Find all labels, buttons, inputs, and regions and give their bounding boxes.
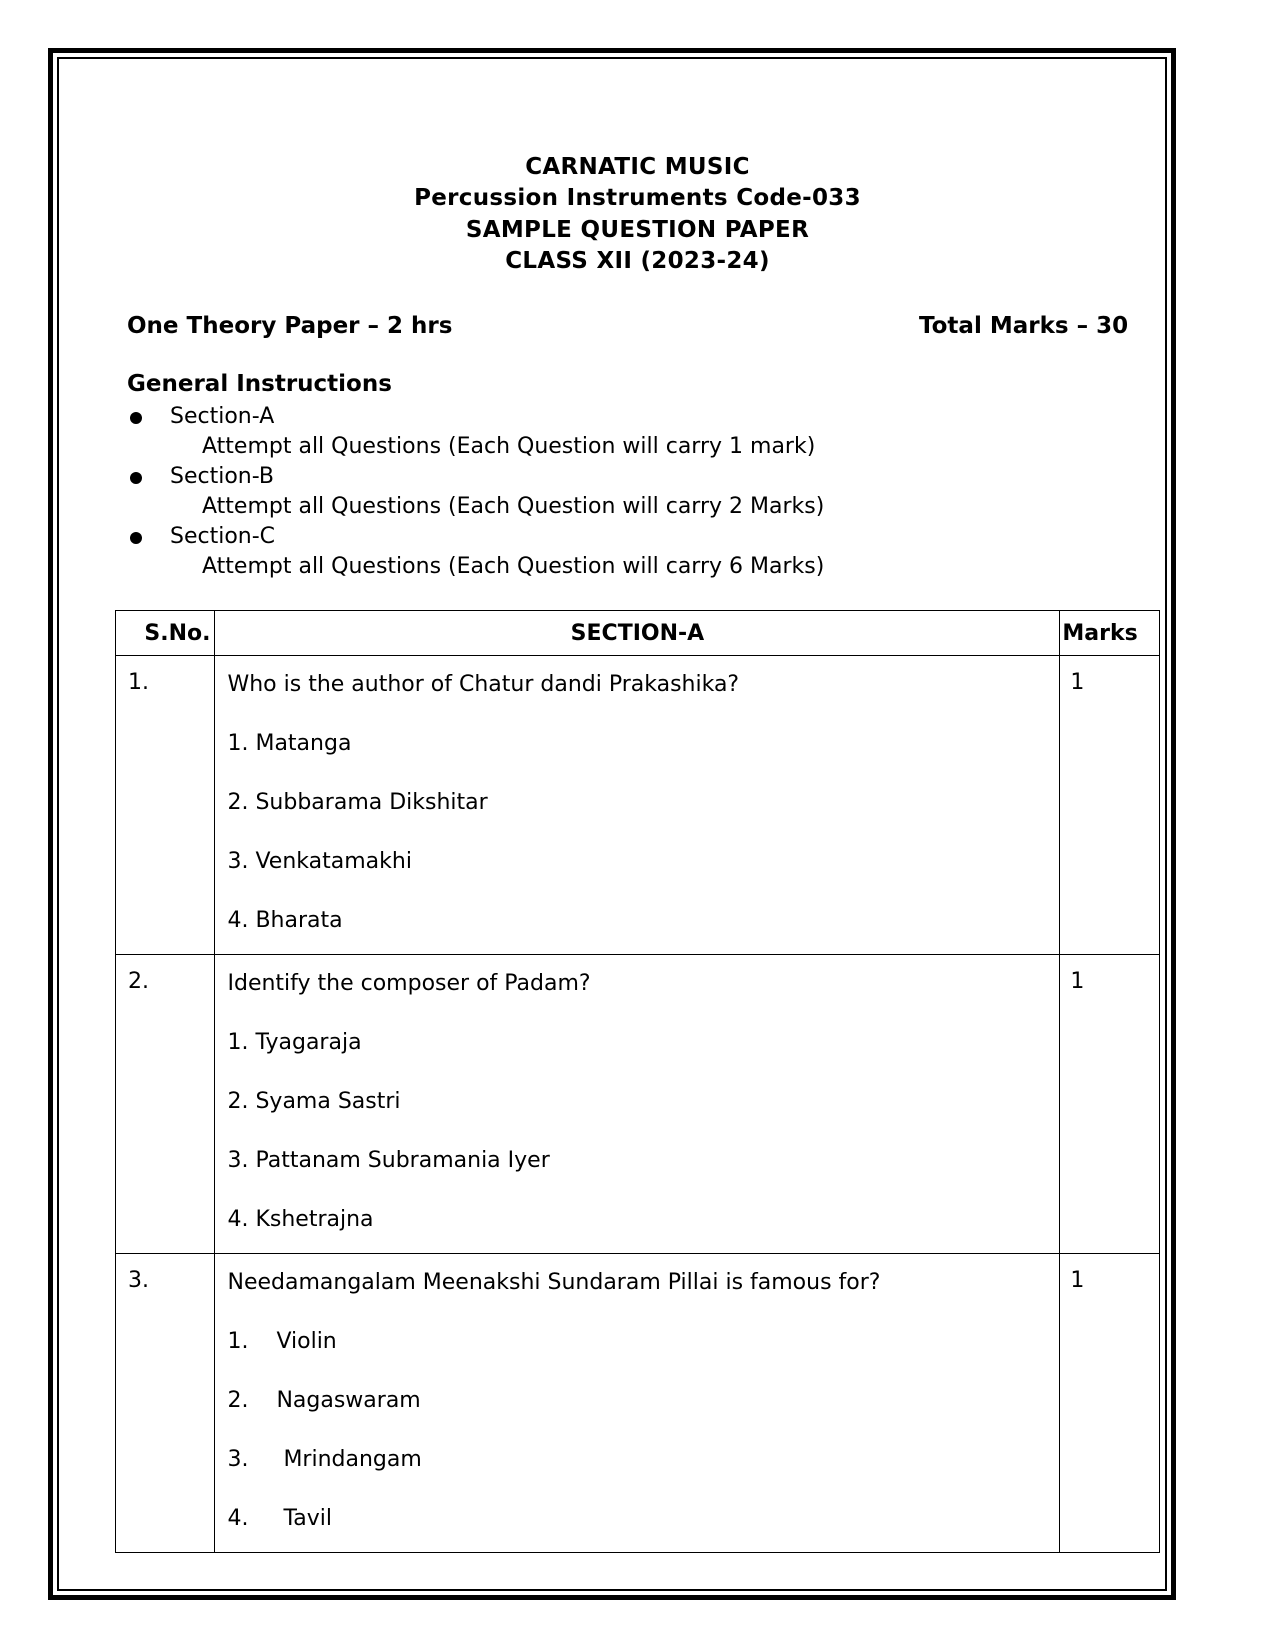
question-option: 3. Pattanam Subramania Iyer bbox=[227, 1148, 550, 1173]
paper-code-title: Percussion Instruments Code-033 bbox=[414, 185, 861, 211]
question-option: 4. Bharata bbox=[227, 908, 343, 933]
instruction-section: Section-C bbox=[170, 524, 276, 549]
question-marks: 1 bbox=[1060, 656, 1160, 955]
question-option: 2. Syama Sastri bbox=[227, 1089, 401, 1114]
question-option: 4. Tavil bbox=[227, 1506, 332, 1531]
question-option: 1. Tyagaraja bbox=[227, 1030, 362, 1055]
instruction-item bbox=[127, 522, 824, 582]
question-option: 3. Venkatamakhi bbox=[227, 849, 412, 874]
question-text: Who is the author of Chatur dandi Prakashika? bbox=[227, 672, 740, 697]
bullet-icon bbox=[130, 532, 142, 544]
instruction-text: Attempt all Questions (Each Question will carry 2 Marks) bbox=[202, 494, 825, 519]
header-sno: S.No. bbox=[116, 611, 215, 656]
question-option: 1. Violin bbox=[227, 1329, 337, 1354]
instructions-list bbox=[127, 402, 824, 582]
instruction-item bbox=[127, 402, 824, 462]
instruction-section: Section-B bbox=[170, 464, 274, 489]
paper-type-title: SAMPLE QUESTION PAPER bbox=[465, 217, 810, 243]
header-marks: Marks bbox=[1060, 611, 1160, 656]
question-table bbox=[115, 610, 1160, 1553]
instruction-text: Attempt all Questions (Each Question will carry 1 mark) bbox=[202, 434, 816, 459]
instruction-section: Section-A bbox=[170, 404, 275, 429]
question-marks: 1 bbox=[1060, 1254, 1160, 1553]
general-instructions-title: General Instructions bbox=[127, 371, 392, 397]
paper-duration: One Theory Paper – 2 hrs bbox=[127, 313, 453, 339]
header-section: SECTION-A bbox=[215, 611, 1060, 656]
question-option: 3. Mrindangam bbox=[227, 1447, 422, 1472]
bullet-icon bbox=[130, 472, 142, 484]
question-option: 2. Nagaswaram bbox=[227, 1388, 421, 1413]
question-number: 3. bbox=[116, 1254, 215, 1553]
question-text: Identify the composer of Padam? bbox=[227, 971, 591, 996]
question-number: 2. bbox=[116, 955, 215, 1254]
table-row bbox=[116, 656, 1160, 955]
instruction-text: Attempt all Questions (Each Question will carry 6 Marks) bbox=[202, 554, 825, 579]
table-header-row bbox=[116, 611, 1160, 656]
class-title: CLASS XII (2023-24) bbox=[505, 248, 770, 274]
question-cell bbox=[215, 1254, 1060, 1553]
question-option: 4. Kshetrajna bbox=[227, 1207, 374, 1232]
total-marks: Total Marks – 30 bbox=[919, 313, 1129, 339]
question-option: 1. Matanga bbox=[227, 731, 352, 756]
question-option: 2. Subbarama Dikshitar bbox=[227, 790, 488, 815]
table-row bbox=[116, 1254, 1160, 1553]
bullet-icon bbox=[130, 412, 142, 424]
instruction-item bbox=[127, 462, 824, 522]
table-row bbox=[116, 955, 1160, 1254]
subject-title: CARNATIC MUSIC bbox=[525, 154, 750, 180]
question-table-body bbox=[116, 656, 1160, 1553]
question-marks: 1 bbox=[1060, 955, 1160, 1254]
question-text: Needamangalam Meenakshi Sundaram Pillai is famous for? bbox=[227, 1270, 881, 1295]
question-number: 1. bbox=[116, 656, 215, 955]
question-cell bbox=[215, 955, 1060, 1254]
question-cell bbox=[215, 656, 1060, 955]
